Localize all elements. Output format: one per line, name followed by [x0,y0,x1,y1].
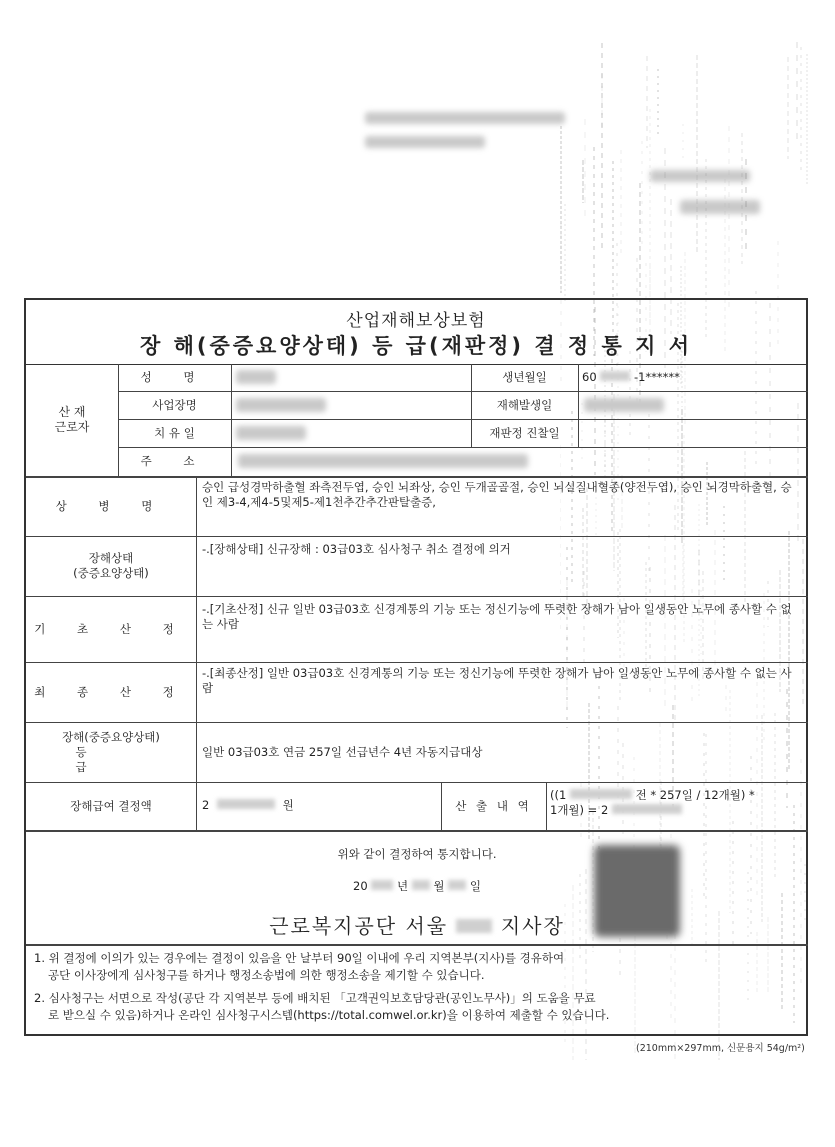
footer-note-1 [34,950,564,984]
redacted-address [238,454,528,468]
redacted-cure-date [236,426,306,440]
org-suffix: 지사장 [500,914,565,938]
grade-value: 일반 03급03호 연금 257일 선급년수 4년 자동지급대상 [202,745,483,759]
benefit-amount-label: 장해급여 결정액 [70,798,152,813]
worker-group-label: 산 재 근로자 [54,405,90,434]
redacted-name [236,370,276,384]
reexam-date-label: 재판정 진찰일 [489,425,560,440]
birth-date-value [582,370,802,386]
org-prefix: 근로복지공단 서울 [269,914,449,938]
grade-label-line1: 장해(중증요양상태) [62,729,160,744]
redacted-sender-block [365,112,565,124]
address-label: 주 소 [140,454,209,468]
footer-note-2-line1: 2. 심사청구는 서면으로 작성(공단 각 지역본부 등에 배치된 「고객권익보호담당관(공인노무사)」의 도움을 무료 [34,991,596,1005]
notice-text: 위와 같이 결정하여 통지합니다. [337,847,497,861]
calc-detail-label: 산 출 내 역 [455,798,532,813]
status-value: -.[장해상태] 신규장해 : 03급03호 심사청구 취소 결정에 의거 [202,542,511,556]
date-year-unit: 년 [397,879,409,893]
redacted-workplace [236,398,326,412]
benefit-amount-prefix: 2 [202,798,210,812]
redacted-sender-block [365,136,485,148]
issuing-organization [26,910,808,939]
date-day-unit: 일 [469,879,481,893]
footer-note-1-line2: 공단 이사장에게 심사청구를 하거나 행정소송법에 의한 행정소송을 제기할 수 있습니다. [48,968,485,982]
cure-date-label: 치 유 일 [154,425,195,440]
calc-detail-part2: 전 * 257일 / 12개월) * [635,788,755,802]
footer-note-2 [34,990,609,1024]
document-title-line1: 산업재해보상보험 [346,311,486,331]
name-label: 성 명 [140,370,209,384]
base-calc-label: 기 초 산 정 [34,621,188,636]
document-header [26,300,806,365]
document-title-line2: 장 해(중증요양상태) 등 급(재판정) 결 정 통 지 서 [139,334,693,358]
footer-note-2-line2: 로 받으실 수 있음)하거나 온라인 심사청구시스템(https://total.comwel.or.kr)을 이용하여 제출할 수 있습니다. [48,1008,610,1022]
grade-label-line2: 등 급 [75,744,147,774]
footer-note-1-line1: 1. 위 결정에 이의가 있는 경우에는 결정이 있음을 안 날부터 90일 이내에 우리 지역본부(지사)를 경유하여 [34,951,565,965]
disease-label: 상 병 명 [55,498,167,513]
date-month-unit: 월 [433,879,445,893]
grade-label [26,722,196,782]
calc-detail-value [550,788,808,828]
calc-detail-part3: 1개월) = 2 [550,803,609,817]
birth-date-label: 생년월일 [502,370,547,384]
base-calc-value: -.[기초산정] 신규 일반 03급03호 신경계통의 기능 또는 정신기능에 뚜렷한 장해가 남아 일생동안 노무에 종사할 수 없는 사람 [202,602,792,631]
status-label: 장해상태 (중증요양상태) [73,551,149,580]
birth-date-suffix: -1****** [633,370,680,384]
final-calc-value: -.[최종산정] 일반 03급03호 신경계통의 기능 또는 정신기능에 뚜렷한 장해가 남아 일생동안 노무에 종사할 수 없는 사람 [202,666,792,695]
birth-date-prefix: 60 [582,370,597,384]
notice-document [24,298,808,1036]
benefit-amount-value [202,798,432,814]
workplace-label: 사업장명 [152,397,197,412]
date-year: 20 [353,879,368,893]
benefit-amount-unit: 원 [282,798,294,812]
disease-value: 승인 급성경막하출혈 좌측전두엽, 승인 뇌좌상, 승인 두개골골절, 승인 뇌실질내혈종(양전두엽), 승인 뇌경막하출혈, 승인 제3-4,제4-5및제5-제1천추간추간판탈출증, [202,480,792,509]
final-calc-label: 최 종 산 정 [34,684,188,699]
calc-detail-part1: ((1 [550,788,567,802]
notice-date [26,878,808,894]
paper-size-note: (210mm×297mm, 신문용지 54g/m²) [636,1043,805,1054]
redacted-accident-date [584,398,664,412]
notice-block [26,832,808,944]
official-seal [594,845,680,937]
accident-date-label: 재해발생일 [496,397,553,412]
